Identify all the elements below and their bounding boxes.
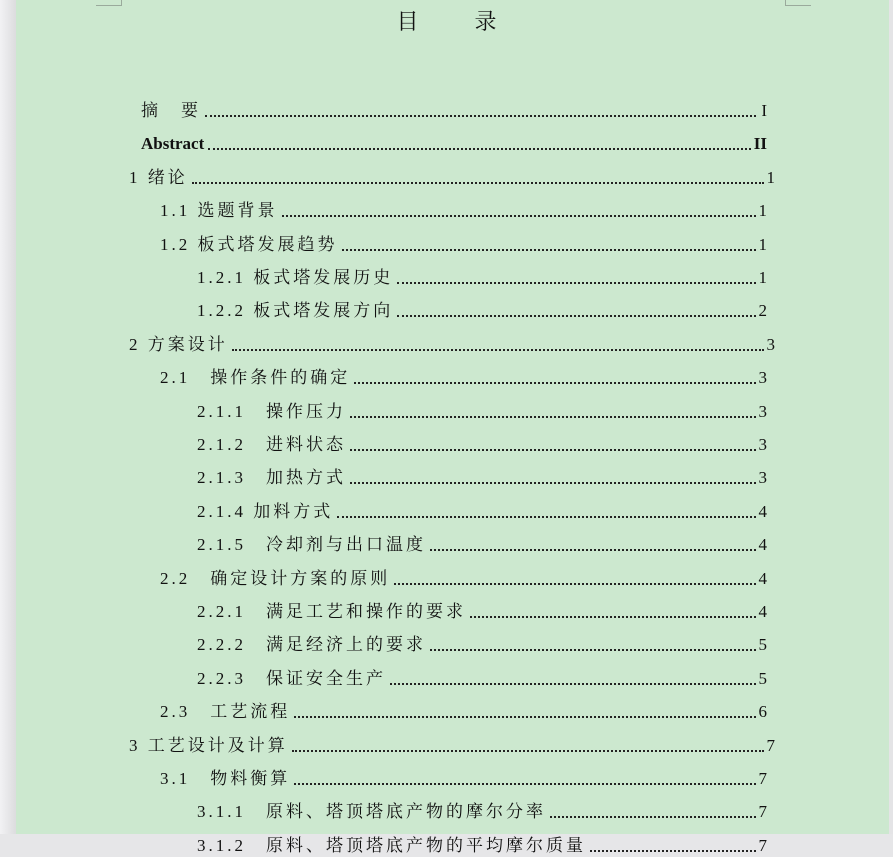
toc-entry[interactable] (197, 599, 767, 623)
dot-leader (342, 249, 756, 251)
toc-page-number: I (761, 101, 767, 120)
toc-page-number: 3 (766, 334, 775, 354)
toc-page-number: 2 (758, 301, 767, 321)
toc-entry[interactable] (129, 165, 775, 189)
toc-entry-label: 2.1.4 加料方式 (197, 501, 334, 521)
toc-entry-label: 2.1.5 冷却剂与出口温度 (197, 535, 426, 555)
toc-entry-label: 3 工艺设计及计算 (129, 735, 288, 755)
dot-leader (397, 282, 755, 284)
toc-entry[interactable] (160, 699, 767, 723)
toc-entry[interactable] (197, 298, 767, 322)
toc-entry-label: 1.1 选题背景 (160, 201, 278, 221)
dot-leader (470, 616, 756, 618)
dot-leader (430, 649, 756, 651)
toc-entry[interactable] (197, 465, 767, 489)
toc-entry[interactable] (197, 399, 767, 423)
toc-entry-label: Abstract (141, 134, 205, 154)
toc-entry[interactable] (160, 365, 767, 389)
toc-title: 目录 (396, 9, 553, 34)
left-margin (0, 0, 16, 834)
toc-entry[interactable] (160, 766, 767, 790)
toc-entry-label: 2.2.3 保证安全生产 (197, 668, 386, 688)
dot-leader (350, 416, 756, 418)
toc-page-number: 5 (758, 668, 767, 688)
toc-page-number: 1 (758, 268, 767, 287)
toc-entry-label: 2.2 确定设计方案的原则 (160, 568, 391, 588)
toc-entry-label: 2.2.2 满足经济上的要求 (197, 635, 426, 655)
dot-leader (205, 115, 756, 117)
dot-leader (294, 716, 755, 718)
toc-entry-label: 2.1 操作条件的确定 (160, 368, 351, 388)
toc-page-number: II (753, 134, 767, 154)
toc-entry[interactable] (197, 666, 767, 690)
dot-leader (430, 549, 756, 551)
toc-entry-label: 2.1.1 操作压力 (197, 401, 346, 421)
dot-leader (354, 382, 755, 384)
toc-page-number: 7 (766, 735, 775, 755)
dot-leader (550, 816, 756, 818)
toc-entry[interactable] (160, 566, 767, 590)
toc-entry[interactable] (197, 833, 767, 857)
dot-leader (350, 482, 756, 484)
toc-page-number: 4 (758, 602, 767, 621)
dot-leader (394, 583, 755, 585)
toc-page-number: 3 (758, 401, 767, 421)
toc-entry-label: 摘 要 (141, 101, 201, 120)
toc-entry-label: 2.1.2 进料状态 (197, 435, 346, 454)
dot-leader (208, 148, 751, 150)
toc-entry[interactable] (197, 432, 767, 456)
dot-leader (282, 215, 756, 217)
toc-entry-label: 2.3 工艺流程 (160, 702, 291, 722)
toc-page-number: 4 (758, 535, 767, 555)
toc-page-number: 1 (758, 201, 767, 221)
toc-entry-label: 3.1.1 原料、塔顶塔底产物的摩尔分率 (197, 802, 546, 822)
dot-leader (590, 850, 756, 852)
toc-entry-label: 2.1.3 加热方式 (197, 468, 346, 488)
toc-entry[interactable] (197, 799, 767, 823)
toc-entry-label: 1.2.1 板式塔发展历史 (197, 268, 394, 287)
dot-leader (390, 683, 756, 685)
toc-entry-label: 3.1 物料衡算 (160, 769, 291, 788)
toc-page-number: 7 (758, 835, 767, 855)
toc-page-number: 3 (758, 368, 767, 388)
toc-page-number: 6 (758, 702, 767, 722)
toc-entry[interactable] (197, 632, 767, 656)
dot-leader (397, 315, 755, 317)
toc-entry[interactable] (197, 499, 767, 523)
toc-entry-label: 3.1.2 原料、塔顶塔底产物的平均摩尔质量 (197, 835, 586, 855)
toc-page-number: 4 (758, 568, 767, 588)
toc-page-number: 7 (758, 802, 767, 822)
toc-page-number: 3 (758, 468, 767, 488)
toc-entry[interactable] (141, 98, 767, 122)
right-margin (889, 0, 893, 834)
dot-leader (232, 349, 764, 351)
toc-entry-label: 1 绪论 (129, 167, 188, 187)
dot-leader (337, 516, 755, 518)
toc-page-number: 7 (758, 769, 767, 788)
toc-page-number: 1 (758, 234, 767, 254)
toc-page-number: 5 (758, 635, 767, 655)
toc-entry-label: 1.2 板式塔发展趋势 (160, 234, 338, 254)
toc-page-number: 3 (758, 435, 767, 454)
dot-leader (350, 449, 756, 451)
toc-entry-label: 1.2.2 板式塔发展方向 (197, 301, 394, 321)
toc-entry[interactable] (160, 198, 767, 222)
toc-entry[interactable] (160, 232, 767, 256)
toc-entry-label: 2 方案设计 (129, 334, 228, 354)
toc-entry-label: 2.2.1 满足工艺和操作的要求 (197, 602, 466, 621)
toc-page-number: 4 (758, 501, 767, 521)
dot-leader (294, 783, 755, 785)
dot-leader (292, 750, 764, 752)
toc-entry[interactable] (197, 532, 767, 556)
toc-page-number: 1 (766, 167, 775, 187)
toc-entry[interactable] (141, 131, 767, 155)
toc-entry[interactable] (129, 332, 775, 356)
dot-leader (192, 182, 764, 184)
toc-entry[interactable] (197, 265, 767, 289)
toc-entry[interactable] (129, 733, 775, 757)
